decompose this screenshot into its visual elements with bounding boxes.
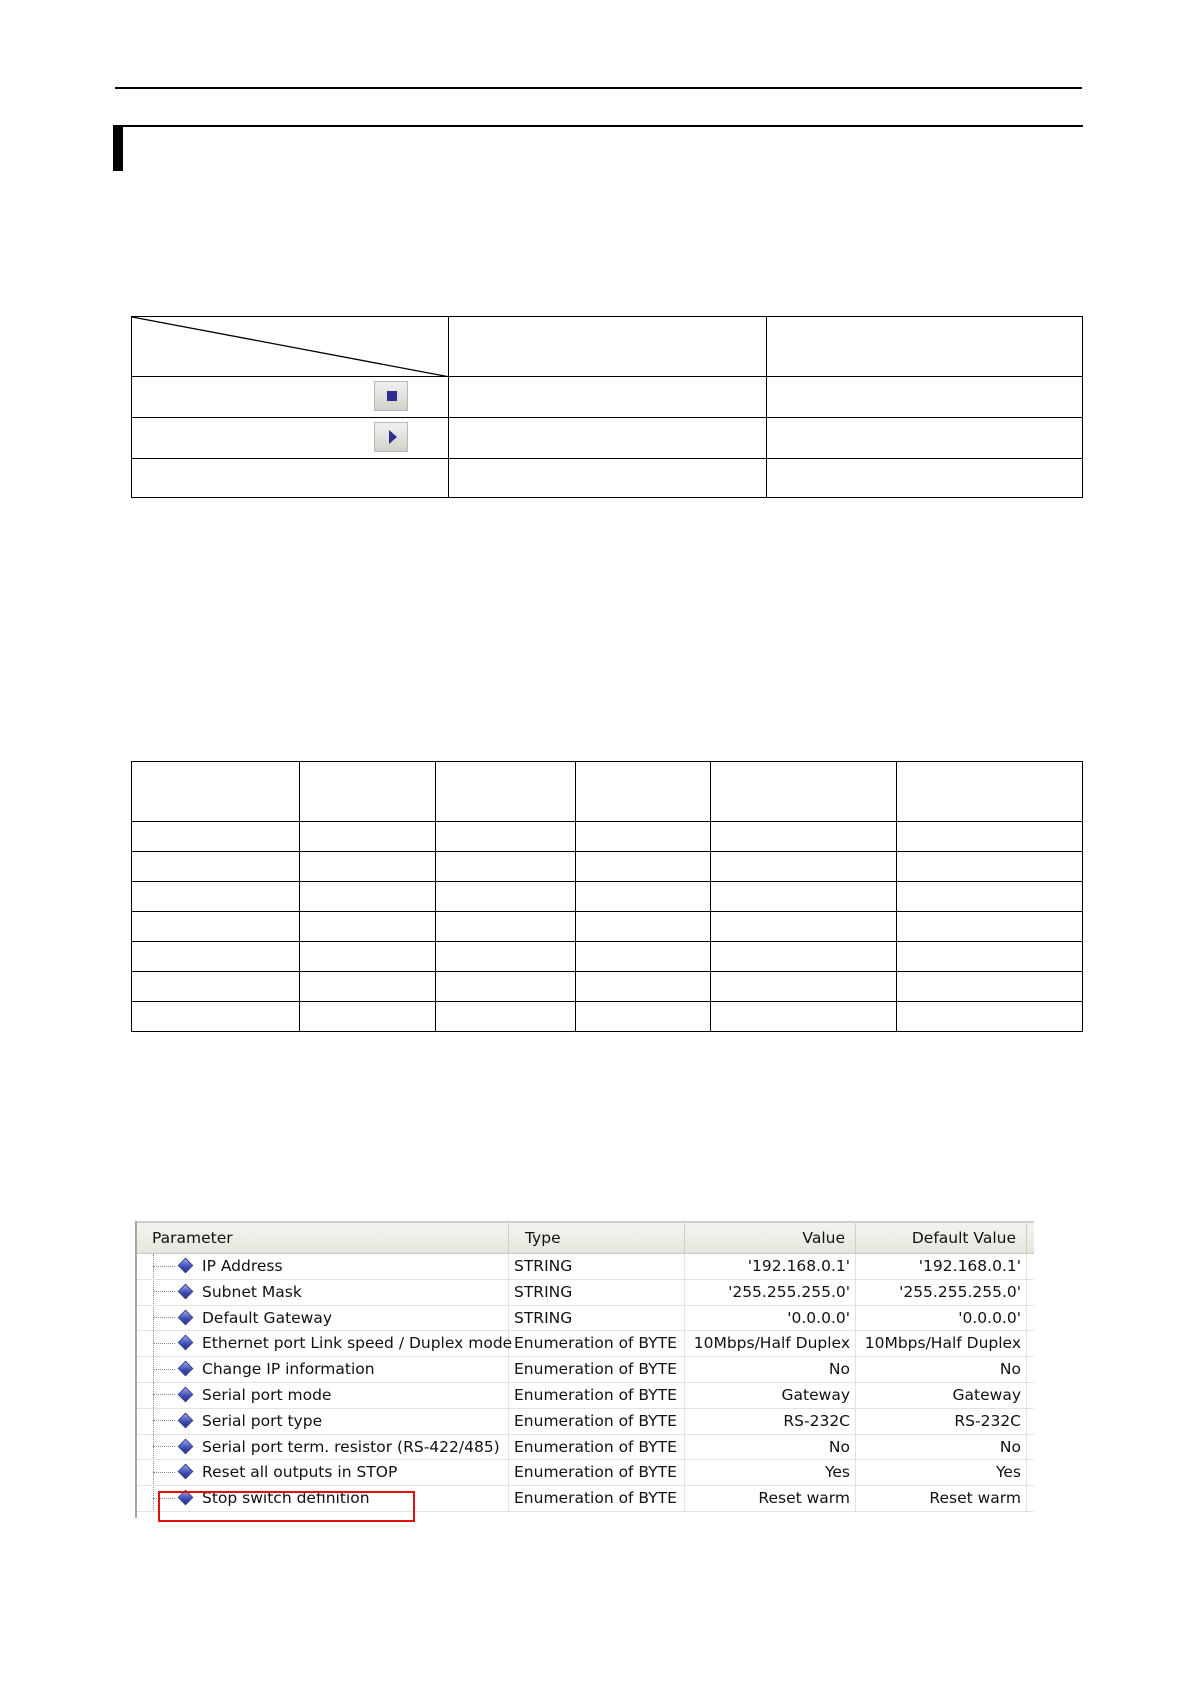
default-value-cell: '0.0.0.0': [856, 1306, 1027, 1331]
table-header-cell: [449, 317, 767, 377]
type-cell: STRING: [509, 1306, 685, 1331]
tree-branch: [153, 1266, 175, 1268]
table-cell: [767, 377, 1083, 418]
tree-branch: [153, 1394, 175, 1396]
grid-header: [137, 1221, 1034, 1254]
column-header-default-value[interactable]: Default Value: [856, 1223, 1027, 1254]
table-cell: [436, 912, 576, 942]
table-cell: [132, 822, 300, 852]
value-cell[interactable]: 10Mbps/Half Duplex: [685, 1331, 856, 1356]
default-value-cell: 10Mbps/Half Duplex: [856, 1331, 1027, 1356]
type-cell: STRING: [509, 1280, 685, 1305]
table-cell: [897, 882, 1083, 912]
default-value-cell: Yes: [856, 1460, 1027, 1485]
table-cell: [132, 912, 300, 942]
table-row[interactable]: [137, 1254, 1034, 1280]
parameter-name: Reset all outputs in STOP: [202, 1463, 398, 1482]
value-cell[interactable]: Yes: [685, 1460, 856, 1485]
table-cell: [711, 942, 897, 972]
parameter-cell: [137, 1254, 509, 1279]
parameter-name: Ethernet port Link speed / Duplex mode: [202, 1334, 513, 1353]
parameter-icon: [178, 1309, 194, 1325]
parameter-name: Serial port type: [202, 1411, 323, 1430]
table-cell: [576, 822, 711, 852]
parameter-name: Change IP information: [202, 1360, 375, 1379]
table-cell: [132, 972, 300, 1002]
column-header-type[interactable]: Type: [509, 1223, 685, 1254]
value-cell[interactable]: RS-232C: [685, 1409, 856, 1434]
table-row[interactable]: [137, 1280, 1034, 1306]
table-cell: [132, 882, 300, 912]
parameter-grid: [135, 1221, 1032, 1518]
table-cell: [436, 852, 576, 882]
table-cell: [300, 942, 436, 972]
default-value-cell: RS-232C: [856, 1409, 1027, 1434]
parameter-cell: [137, 1435, 509, 1460]
table-header-cell: [300, 762, 436, 822]
table-header-cell: [897, 762, 1083, 822]
table-cell: [436, 942, 576, 972]
data-table: [131, 761, 1083, 1032]
table-header-cell: [767, 317, 1083, 377]
parameter-cell: [137, 1383, 509, 1408]
type-cell: Enumeration of BYTE: [509, 1460, 685, 1485]
parameter-cell: [137, 1331, 513, 1356]
table-header-cell: [576, 762, 711, 822]
parameter-icon: [178, 1464, 194, 1480]
parameter-icon: [178, 1283, 194, 1299]
parameter-name: IP Address: [202, 1257, 283, 1275]
value-cell[interactable]: No: [685, 1435, 856, 1460]
table-cell: [711, 822, 897, 852]
parameter-name: Serial port term. resistor (RS-422/485): [202, 1437, 500, 1456]
table-cell: [711, 1002, 897, 1032]
table-cell: [767, 459, 1083, 498]
parameter-cell: [137, 1280, 509, 1305]
table-cell: [576, 912, 711, 942]
column-header-value[interactable]: Value: [685, 1223, 856, 1254]
parameter-name: Serial port mode: [202, 1385, 332, 1404]
mode-table: [131, 316, 1083, 498]
parameter-name: Default Gateway: [202, 1308, 333, 1327]
table-cell: [576, 852, 711, 882]
stop-icon: [374, 381, 408, 411]
table-cell: [897, 942, 1083, 972]
table-cell: [711, 882, 897, 912]
column-header-parameter[interactable]: Parameter: [137, 1223, 509, 1254]
table-cell: [897, 822, 1083, 852]
table-cell: [300, 822, 436, 852]
type-cell: Enumeration of BYTE: [509, 1435, 685, 1460]
table-cell: [449, 418, 767, 459]
table-cell: [132, 459, 449, 498]
parameter-icon: [178, 1335, 194, 1351]
section-rule: [113, 125, 1083, 127]
table-row[interactable]: [137, 1435, 1034, 1461]
type-cell: Enumeration of BYTE: [509, 1486, 685, 1511]
table-cell: [132, 1002, 300, 1032]
table-cell: [767, 418, 1083, 459]
table-cell: [711, 852, 897, 882]
table-row[interactable]: [137, 1409, 1034, 1435]
header-rule: [115, 87, 1082, 89]
value-cell[interactable]: '0.0.0.0': [685, 1306, 856, 1331]
table-cell: [449, 377, 767, 418]
parameter-icon: [178, 1361, 194, 1377]
type-cell: Enumeration of BYTE: [509, 1357, 685, 1382]
default-value-cell: Reset warm: [856, 1486, 1027, 1511]
table-cell: [449, 459, 767, 498]
tree-branch: [153, 1472, 175, 1474]
parameter-cell: [137, 1357, 509, 1382]
table-header-cell: [711, 762, 897, 822]
table-cell: [576, 972, 711, 1002]
table-cell: [576, 882, 711, 912]
parameter-icon: [178, 1387, 194, 1403]
parameter-icon: [178, 1438, 194, 1454]
table-cell: [132, 377, 449, 418]
table-cell: [132, 418, 449, 459]
table-row[interactable]: [137, 1383, 1034, 1409]
table-cell: [436, 822, 576, 852]
diagonal-line: [132, 317, 450, 377]
run-icon: [374, 422, 408, 452]
table-header-cell: [436, 762, 576, 822]
table-cell: [300, 912, 436, 942]
table-header-cell: [132, 762, 300, 822]
table-cell: [897, 852, 1083, 882]
table-row[interactable]: [137, 1460, 1034, 1486]
tree-branch: [153, 1343, 175, 1345]
table-cell: [711, 972, 897, 1002]
default-value-cell: '192.168.0.1': [856, 1254, 1027, 1279]
parameter-cell: [137, 1409, 509, 1434]
section-heading-bar: [113, 125, 1083, 171]
value-cell[interactable]: '255.255.255.0': [685, 1280, 856, 1305]
type-cell: Enumeration of BYTE: [509, 1409, 685, 1434]
parameter-cell: [137, 1460, 509, 1485]
type-cell: Enumeration of BYTE: [509, 1331, 685, 1356]
table-cell: [711, 912, 897, 942]
table-cell: [300, 972, 436, 1002]
parameter-icon: [178, 1412, 194, 1428]
grid-rows: [137, 1254, 1034, 1512]
default-value-cell: Gateway: [856, 1383, 1027, 1408]
table-cell: [300, 1002, 436, 1032]
value-cell[interactable]: Reset warm: [685, 1486, 856, 1511]
table-row[interactable]: [137, 1331, 1034, 1357]
table-cell: [436, 972, 576, 1002]
parameter-icon: [178, 1258, 194, 1274]
tree-branch: [153, 1446, 175, 1448]
parameter-cell: [137, 1306, 509, 1331]
table-cell: [436, 1002, 576, 1032]
type-cell: STRING: [509, 1254, 685, 1279]
parameter-name: Stop switch definition: [202, 1489, 370, 1508]
table-cell: [132, 852, 300, 882]
value-cell[interactable]: '192.168.0.1': [685, 1254, 856, 1279]
table-cell: [897, 912, 1083, 942]
value-cell[interactable]: No: [685, 1357, 856, 1382]
highlight-box: [158, 1491, 415, 1522]
value-cell[interactable]: Gateway: [685, 1383, 856, 1408]
default-value-cell: No: [856, 1357, 1027, 1382]
type-cell: Enumeration of BYTE: [509, 1383, 685, 1408]
parameter-name: Subnet Mask: [202, 1282, 302, 1301]
table-row[interactable]: [137, 1306, 1034, 1332]
tree-branch: [153, 1317, 175, 1319]
section-marker: [113, 125, 123, 171]
tree-branch: [153, 1420, 175, 1422]
table-cell: [132, 942, 300, 972]
table-row[interactable]: [137, 1357, 1034, 1383]
table-cell: [897, 972, 1083, 1002]
table-cell: [300, 882, 436, 912]
default-value-cell: No: [856, 1435, 1027, 1460]
diagonal-header-cell: [132, 317, 449, 377]
table-cell: [436, 882, 576, 912]
table-cell: [300, 852, 436, 882]
table-cell: [576, 1002, 711, 1032]
table-cell: [897, 1002, 1083, 1032]
tree-branch: [153, 1369, 175, 1371]
table-cell: [576, 942, 711, 972]
tree-branch: [153, 1291, 175, 1293]
default-value-cell: '255.255.255.0': [856, 1280, 1027, 1305]
